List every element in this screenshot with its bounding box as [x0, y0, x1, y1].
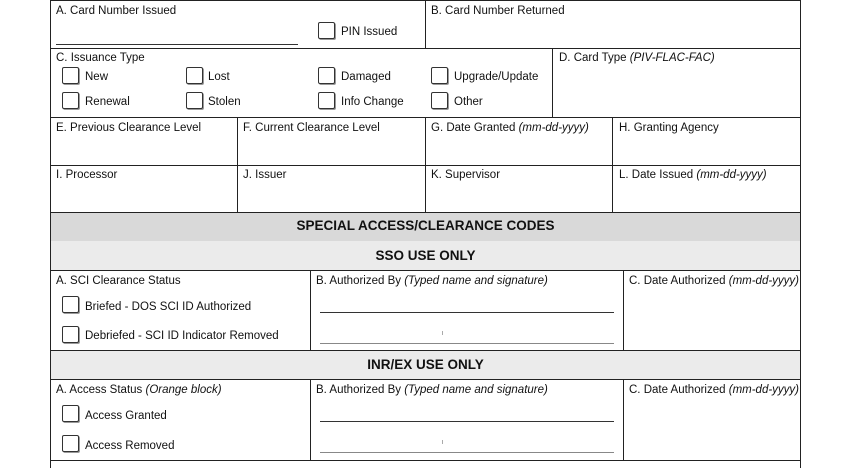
- date-granted-label: G. Date Granted (mm-dd-yyyy): [431, 122, 589, 134]
- divider: [50, 48, 801, 49]
- info-change-label: Info Change: [341, 96, 404, 108]
- damaged-checkbox[interactable]: [318, 67, 335, 84]
- card-number-issued-label: A. Card Number Issued: [56, 5, 177, 17]
- divider: [623, 270, 624, 350]
- briefed-label: Briefed - DOS SCI ID Authorized: [85, 301, 252, 313]
- new-checkbox[interactable]: [62, 67, 79, 84]
- divider: [50, 379, 801, 380]
- inrex-date-authorized-label: C. Date Authorized (mm-dd-yyyy): [629, 384, 800, 396]
- access-removed-checkbox[interactable]: [62, 435, 79, 452]
- date-granted-field[interactable]: [429, 137, 609, 163]
- processor-label: I. Processor: [56, 169, 118, 181]
- upgrade-label: Upgrade/Update: [454, 71, 539, 83]
- access-status-label: A. Access Status (Orange block): [56, 384, 222, 396]
- access-granted-label: Access Granted: [85, 410, 167, 422]
- form-right-border: [800, 0, 801, 468]
- previous-clearance-field[interactable]: [54, 137, 234, 163]
- upgrade-checkbox[interactable]: [431, 67, 448, 84]
- inrex-signature-line[interactable]: [320, 452, 614, 453]
- renewal-label: Renewal: [85, 96, 130, 108]
- processor-field[interactable]: [54, 184, 234, 210]
- signature-tick: [442, 440, 443, 444]
- divider: [310, 379, 311, 460]
- card-type-field[interactable]: [558, 66, 796, 114]
- renewal-checkbox[interactable]: [62, 92, 79, 109]
- access-granted-checkbox[interactable]: [62, 405, 79, 422]
- debriefed-checkbox[interactable]: [62, 326, 79, 343]
- pin-issued-label: PIN Issued: [341, 26, 398, 38]
- new-label: New: [85, 71, 109, 83]
- issuer-field[interactable]: [241, 184, 421, 210]
- supervisor-label: K. Supervisor: [431, 169, 501, 181]
- briefed-checkbox[interactable]: [62, 296, 79, 313]
- inrex-authorized-by-label: B. Authorized By (Typed name and signature): [316, 384, 548, 396]
- info-change-checkbox[interactable]: [318, 92, 335, 109]
- current-clearance-label: F. Current Clearance Level: [243, 122, 380, 134]
- divider: [310, 270, 311, 350]
- card-number-returned-label: B. Card Number Returned: [431, 5, 565, 17]
- granting-agency-field[interactable]: [617, 137, 795, 163]
- lost-checkbox[interactable]: [186, 67, 203, 84]
- stolen-checkbox[interactable]: [186, 92, 203, 109]
- special-access-title: SPECIAL ACCESS/CLEARANCE CODES: [296, 218, 555, 233]
- other-label: Other: [454, 96, 483, 108]
- card-number-returned-field[interactable]: [430, 20, 795, 46]
- damaged-label: Damaged: [341, 71, 391, 83]
- inrex-typed-name-line[interactable]: [320, 421, 614, 422]
- previous-clearance-label: E. Previous Clearance Level: [56, 122, 202, 134]
- current-clearance-field[interactable]: [241, 137, 421, 163]
- sso-authorized-by-label: B. Authorized By (Typed name and signature): [316, 275, 548, 287]
- card-number-issued-field[interactable]: [56, 44, 298, 45]
- divider: [425, 0, 426, 48]
- access-removed-label: Access Removed: [85, 440, 175, 452]
- signature-tick: [442, 331, 443, 335]
- granting-agency-label: H. Granting Agency: [619, 122, 719, 134]
- stolen-label: Stolen: [208, 96, 241, 108]
- issuer-label: J. Issuer: [243, 169, 287, 181]
- supervisor-field[interactable]: [429, 184, 609, 210]
- date-issued-field[interactable]: [617, 184, 795, 210]
- card-type-label: D. Card Type (PIV-FLAC-FAC): [559, 52, 715, 64]
- divider: [50, 270, 801, 271]
- inrex-title: INR/EX USE ONLY: [367, 357, 484, 372]
- divider: [50, 165, 801, 166]
- sso-title: SSO USE ONLY: [375, 248, 476, 263]
- sci-clearance-status-label: A. SCI Clearance Status: [56, 275, 181, 287]
- divider: [50, 460, 801, 461]
- sso-date-authorized-field[interactable]: [627, 290, 795, 346]
- other-checkbox[interactable]: [431, 92, 448, 109]
- inrex-date-authorized-field[interactable]: [627, 399, 795, 456]
- pin-issued-checkbox[interactable]: [318, 22, 335, 39]
- issuance-type-label: C. Issuance Type: [56, 52, 145, 64]
- sso-typed-name-line[interactable]: [320, 312, 614, 313]
- sso-date-authorized-label: C. Date Authorized (mm-dd-yyyy): [629, 275, 800, 287]
- sso-signature-line[interactable]: [320, 343, 614, 344]
- lost-label: Lost: [208, 71, 230, 83]
- divider: [623, 379, 624, 460]
- divider: [552, 48, 553, 117]
- debriefed-label: Debriefed - SCI ID Indicator Removed: [85, 330, 279, 342]
- date-issued-label: L. Date Issued (mm-dd-yyyy): [619, 169, 767, 181]
